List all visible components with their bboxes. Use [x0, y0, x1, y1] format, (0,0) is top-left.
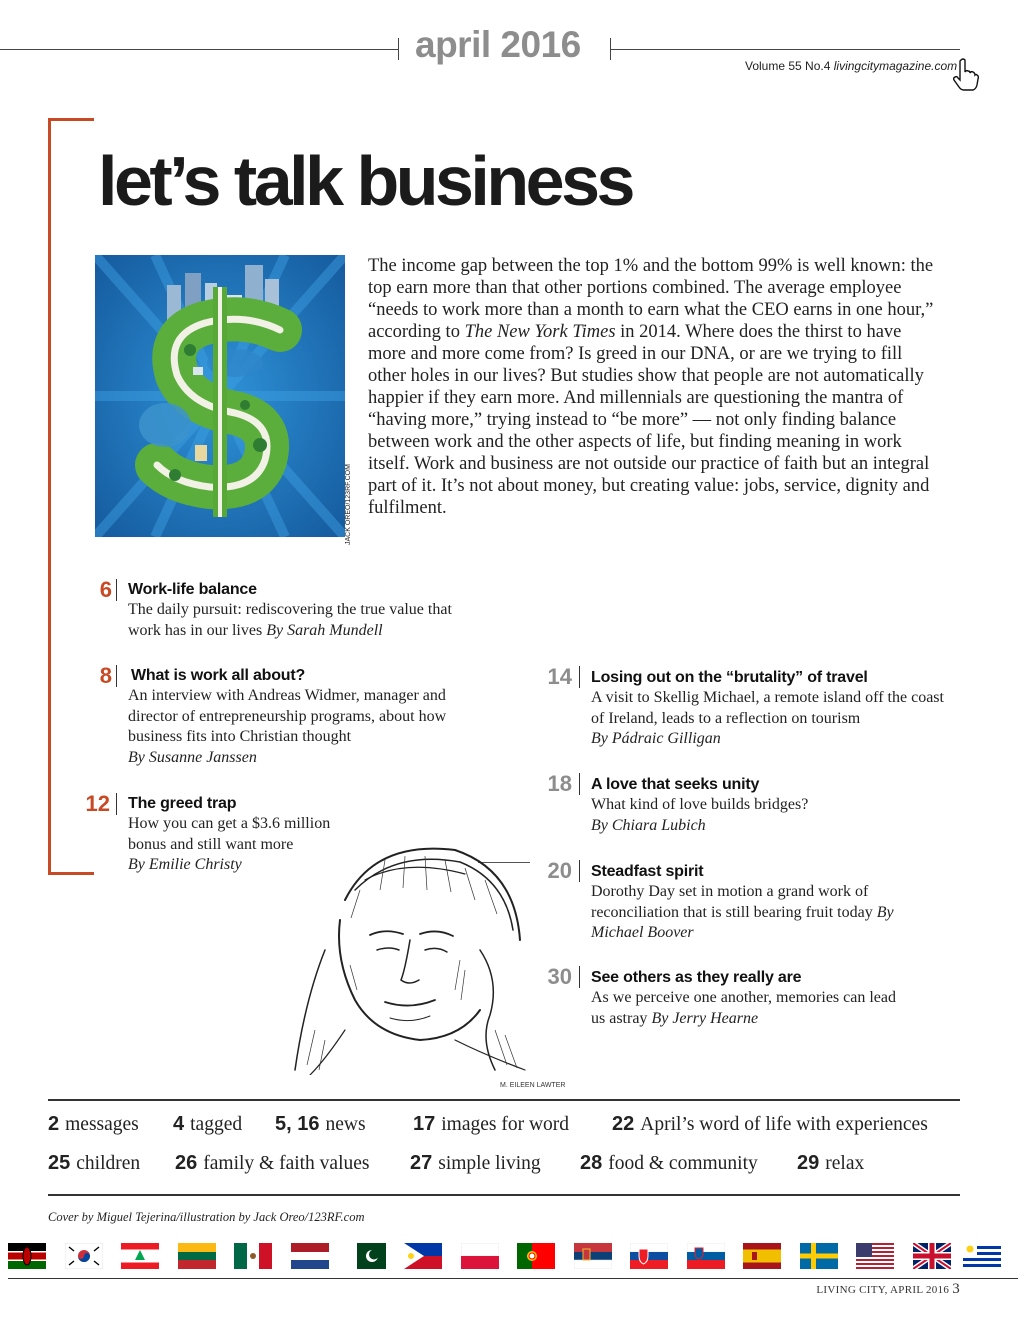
uruguay-flag-icon — [963, 1243, 1001, 1269]
department-page: 28 — [580, 1152, 603, 1174]
toc-divider — [579, 666, 580, 688]
slovenia-flag-icon — [687, 1243, 725, 1269]
intro-text-1: The income gap between the top 1% and the bottom 99% is well known: the top earn more than that other portions combined. The average employee “needs to work more than a month to earn what the CEO earns in one hour,” according to — [368, 256, 934, 342]
accent-bracket — [48, 118, 51, 875]
flags-strip — [8, 1243, 1008, 1271]
toc-divider — [116, 579, 117, 601]
departments-rule-bottom — [48, 1194, 960, 1196]
sweden-flag-icon — [800, 1243, 838, 1269]
toc-description: Dorothy Day set in motion a grand work of reconciliation that is still bearing fruit today — [591, 883, 877, 921]
toc-author: By Jerry Hearne — [651, 1009, 759, 1027]
lithuania-flag-icon — [178, 1243, 216, 1269]
toc-description: How you can get a $3.6 million bonus and still want more — [128, 815, 331, 853]
dorothy-day-sketch — [285, 830, 535, 1075]
toc-author: By Sarah Mundell — [266, 621, 383, 639]
department-page: 26 — [175, 1152, 198, 1174]
toc-divider — [579, 966, 580, 988]
department-item[interactable] — [175, 1152, 370, 1175]
dollar-city-illustration — [95, 255, 345, 537]
toc-author: By Emilie Christy — [128, 856, 242, 873]
department-item[interactable] — [48, 1152, 140, 1175]
cover-credit: Cover by Miguel Tejerina/illustration by Jack Oreo/123RF.com — [48, 1210, 365, 1224]
department-item[interactable] — [612, 1113, 928, 1136]
photo-credit: JACK OREO/123RF.COM — [345, 464, 352, 545]
toc-page-number: 8 — [99, 663, 112, 688]
toc-page-number: 18 — [547, 771, 572, 796]
department-item[interactable] — [48, 1113, 139, 1136]
department-name: April’s word of life with experiences — [640, 1114, 928, 1135]
toc-title: The greed trap — [128, 795, 237, 812]
department-page: 27 — [410, 1152, 433, 1174]
department-page: 2 — [48, 1113, 60, 1135]
volume-info — [745, 59, 957, 73]
illustration-credit: M. EILEEN LAWTER — [500, 1082, 566, 1089]
accent-bracket-bottom — [48, 872, 94, 875]
department-item[interactable] — [410, 1152, 541, 1175]
toc-title: What is work all about? — [131, 667, 306, 684]
toc-description: What kind of love builds bridges? — [591, 796, 809, 813]
footer-rule — [8, 1278, 1018, 1279]
department-item[interactable] — [797, 1152, 864, 1175]
south-korea-flag-icon — [65, 1243, 103, 1269]
toc-divider — [116, 665, 117, 687]
toc-author: By Michael Boover — [591, 903, 894, 941]
department-item[interactable] — [580, 1152, 758, 1175]
page-title: let’s talk business — [98, 142, 632, 220]
serbia-flag-icon — [574, 1243, 612, 1269]
page-number: 3 — [952, 1281, 960, 1297]
department-item[interactable] — [275, 1113, 366, 1136]
toc-divider — [579, 773, 580, 795]
accent-bracket-top — [48, 118, 94, 121]
uk-flag-icon — [913, 1243, 951, 1269]
netherlands-flag-icon — [291, 1243, 329, 1269]
website-link[interactable]: livingcitymagazine.com — [833, 59, 958, 73]
department-name: news — [325, 1114, 366, 1135]
toc-author: By Pádraic Gilligan — [591, 730, 721, 747]
intro-source: The New York Times — [464, 322, 616, 342]
toc-title: Steadfast spirit — [591, 863, 704, 880]
department-page: 25 — [48, 1152, 71, 1174]
header-tick-left — [398, 38, 399, 60]
department-page: 4 — [173, 1113, 185, 1135]
header-rule-left — [0, 49, 398, 50]
department-name: images for word — [441, 1114, 570, 1135]
mexico-flag-icon — [234, 1243, 272, 1269]
toc-author: By Susanne Janssen — [128, 748, 257, 766]
department-name: family & faith values — [203, 1153, 370, 1174]
toc-description: A visit to Skellig Michael, a remote island off the coast of Ireland, leads to a reflection on tourism — [591, 689, 944, 727]
pakistan-flag-icon — [348, 1243, 386, 1269]
department-name: tagged — [190, 1114, 243, 1135]
poland-flag-icon — [461, 1243, 499, 1269]
toc-page-number: 20 — [547, 858, 572, 883]
toc-description: The daily pursuit: rediscovering the true value that work has in our lives — [128, 601, 452, 639]
toc-title: Losing out on the “brutality” of travel — [591, 669, 868, 686]
department-page: 22 — [612, 1113, 635, 1135]
lebanon-flag-icon — [121, 1243, 159, 1269]
toc-page-number: 14 — [547, 664, 572, 689]
folio-text: LIVING CITY, APRIL 2016 — [816, 1284, 950, 1296]
toc-description: As we perceive one another, memories can lead us astray — [591, 989, 896, 1027]
volume-number: Volume 55 No.4 — [745, 59, 831, 73]
usa-flag-icon — [856, 1243, 894, 1269]
department-name: simple living — [438, 1153, 541, 1174]
issue-date: april 2016 — [415, 24, 581, 65]
intro-paragraph — [368, 255, 943, 519]
toc-page-number: 30 — [547, 964, 572, 989]
toc-title: See others as they really are — [591, 969, 802, 986]
toc-divider — [579, 860, 580, 882]
department-name: messages — [65, 1114, 139, 1135]
toc-page-number: 12 — [85, 791, 110, 816]
department-item[interactable] — [413, 1113, 569, 1136]
department-name: relax — [825, 1153, 865, 1174]
department-page: 17 — [413, 1113, 436, 1135]
department-item[interactable] — [173, 1113, 242, 1136]
intro-text-2: in 2014. Where does the thirst to have more and more come from? Is greed in our DNA, or are we trying to fill other holes in our lives? But studies show that people are not automatically happier if they earn more. And millennials are questioning the mantra of “having more,” trying instead to “be more” — not only finding balance between work and the other aspects of life, but finding meaning in work itself. Work and business are not outside our practice of faith but an integral part of it. It’s not about money, but creating value: jobs, service, dignity and fulfilment. — [368, 322, 930, 518]
pointing-hand-icon — [953, 58, 979, 92]
departments-rule-top — [48, 1099, 960, 1101]
toc-page-number: 6 — [99, 577, 112, 602]
department-name: food & community — [608, 1153, 758, 1174]
philippines-flag-icon — [404, 1243, 442, 1269]
toc-title: Work-life balance — [128, 581, 257, 598]
portugal-flag-icon — [517, 1243, 555, 1269]
spain-flag-icon — [743, 1243, 781, 1269]
page-folio — [816, 1281, 960, 1298]
department-page: 5, 16 — [275, 1113, 320, 1135]
header-rule-right — [610, 49, 960, 50]
slovakia-flag-icon — [630, 1243, 668, 1269]
toc-title: A love that seeks unity — [591, 776, 760, 793]
toc-divider — [116, 793, 117, 815]
toc-description: An interview with Andreas Widmer, manager and director of entrepreneurship programs, about how business fits into Christian thought — [128, 687, 447, 745]
department-name: children — [76, 1153, 141, 1174]
toc-author: By Chiara Lubich — [591, 816, 706, 834]
kenya-flag-icon — [8, 1243, 46, 1269]
department-page: 29 — [797, 1152, 820, 1174]
